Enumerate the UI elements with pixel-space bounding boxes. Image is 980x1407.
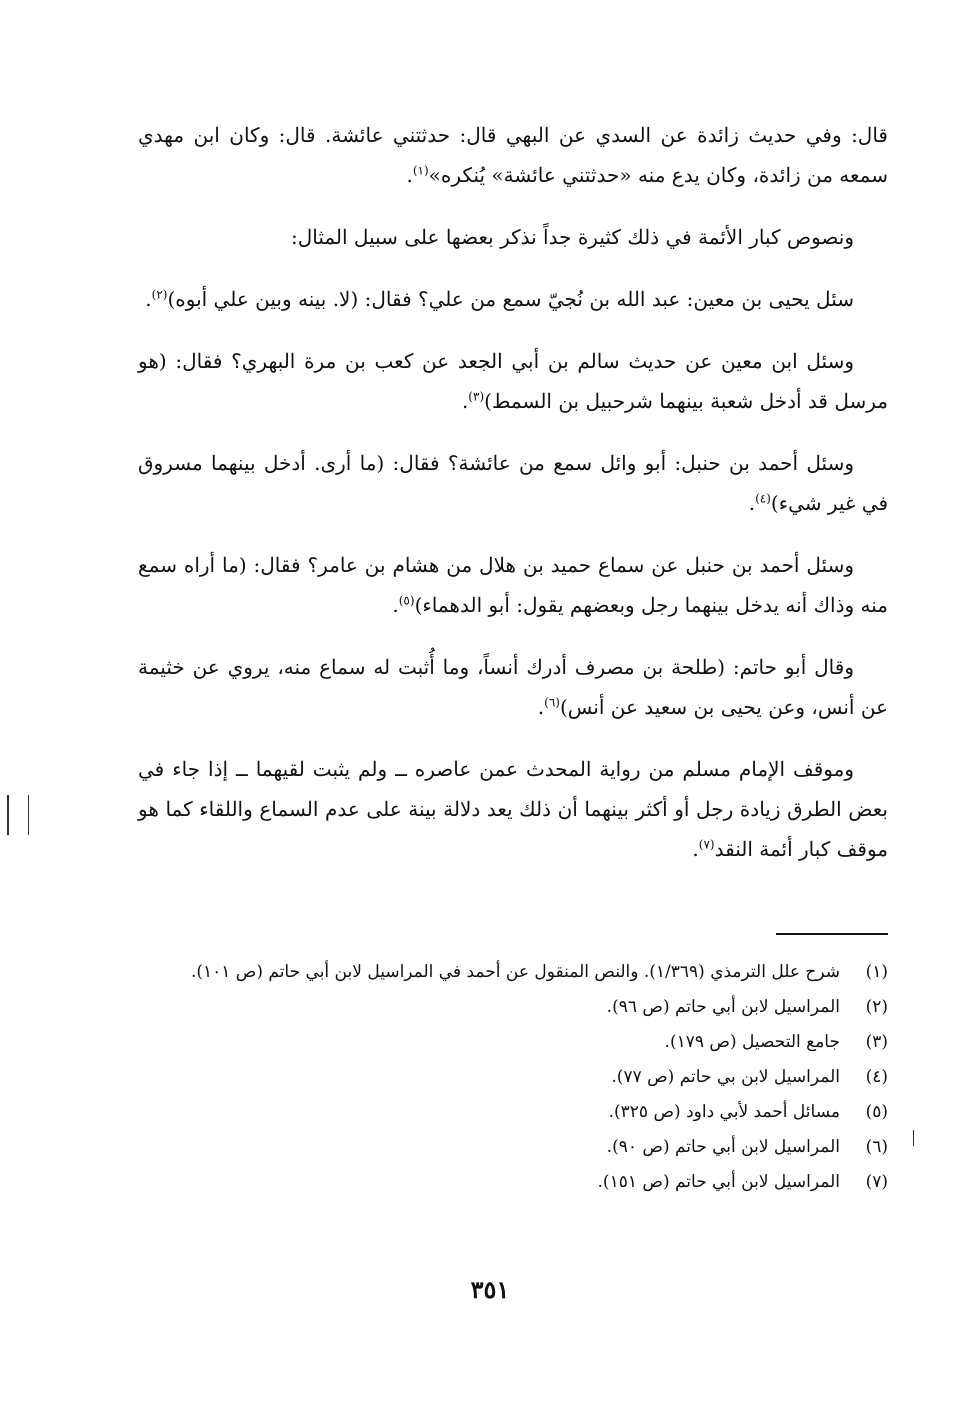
- footnote-ref-1: (١): [412, 163, 429, 178]
- footnote-4: (٤) المراسيل لابن بي حاتم (ص ٧٧).: [611, 1067, 888, 1087]
- paragraph-1: قال: وفي حديث زائدة عن السدي عن البهي قال: حدثتني عائشة. قال: وكان ابن مهدي سمعه من زائدة، وكان يدع منه «حدثتني عائشة» يُنكره»$^{(١)}$.: [138, 123, 888, 187]
- footnote-7: (٧) المراسيل لابن أبي حاتم (ص ١٥١).: [597, 1172, 888, 1192]
- page-number: ٣٥١: [470, 1275, 510, 1304]
- paragraph-2: ونصوص كبار الأئمة في ذلك كثيرة جداً نذكر بعضها على سبيل المثال:: [290, 225, 854, 249]
- footnote-ref-4: (٤): [755, 491, 771, 506]
- footnote-2: (٢) المراسيل لابن أبي حاتم (ص ٩٦).: [606, 997, 888, 1017]
- paragraph-7: وقال أبو حاتم: (طلحة بن مصرف أدرك أنساً، وما أُثبت له سماع منه، يروي عن خثيمة عن أنس، وعن يحيى بن سعيد عن أنس)$^{(٦)}$.: [138, 655, 888, 719]
- footnote-ref-7: (٧): [698, 837, 715, 852]
- paragraph-3: سئل يحيى بن معين: عبد الله بن نُجيّ سمع من علي؟ فقال: (لا. بينه وبين علي أبوه)$^{(٢)}$.: [145, 287, 854, 311]
- footnote-ref-2: (٢): [151, 287, 168, 302]
- footnote-5: (٥) مسائل أحمد لأبي داود (ص ٣٢٥).: [608, 1102, 888, 1122]
- footnote-6: (٦) المراسيل لابن أبي حاتم (ص ٩٠).: [606, 1137, 888, 1157]
- paragraph-5: وسئل أحمد بن حنبل: أبو وائل سمع من عائشة؟ فقال: (ما أرى. أدخل بينهما مسروق في غير شيء)$^{(٤)}$.: [138, 451, 888, 515]
- footnote-3: (٣) جامع التحصيل (ص ١٧٩).: [664, 1032, 888, 1052]
- footnote-ref-3: (٣): [468, 389, 485, 404]
- paragraph-4: وسئل ابن معين عن حديث سالم بن أبي الجعد عن كعب بن مرة البهري؟ فقال: (هو مرسل قد أدخل شعبة بينهما شرحبيل بن السمط)$^{(٣)}$.: [138, 349, 888, 413]
- footnote-1: (١) شرح علل الترمذي (١/٣٦٩). والنص المنقول عن أحمد في المراسيل لابن أبي حاتم (ص ١٠١).: [190, 962, 888, 982]
- scan-margin-mark: [28, 795, 29, 835]
- paragraph-6: وسئل أحمد بن حنبل عن سماع حميد بن هلال من هشام بن عامر؟ فقال: (ما أراه سمع منه وذاك أنه يدخل بينهما رجل وبعضهم يقول: أبو الدهماء)$^{(٥)}$.: [138, 553, 888, 617]
- scan-margin-mark: [7, 795, 9, 835]
- scan-margin-mark: [913, 1130, 914, 1146]
- paragraph-8: وموقف الإمام مسلم من رواية المحدث عمن عاصره ــ ولم يثبت لقيهما ــ إذا جاء في بعض الطرق زيادة رجل أو أكثر بينهما أن ذلك يعد دلالة بينة على عدم السماع واللقاء كما هو موقف كبار أئمة النقد$^{(٧)}$.: [138, 757, 888, 861]
- footnotes: [138, 955, 888, 1200]
- footnote-separator: [776, 933, 888, 935]
- footnote-ref-6: (٦): [544, 695, 560, 710]
- main-text: [138, 115, 888, 891]
- footnote-ref-5: (٥): [398, 593, 415, 608]
